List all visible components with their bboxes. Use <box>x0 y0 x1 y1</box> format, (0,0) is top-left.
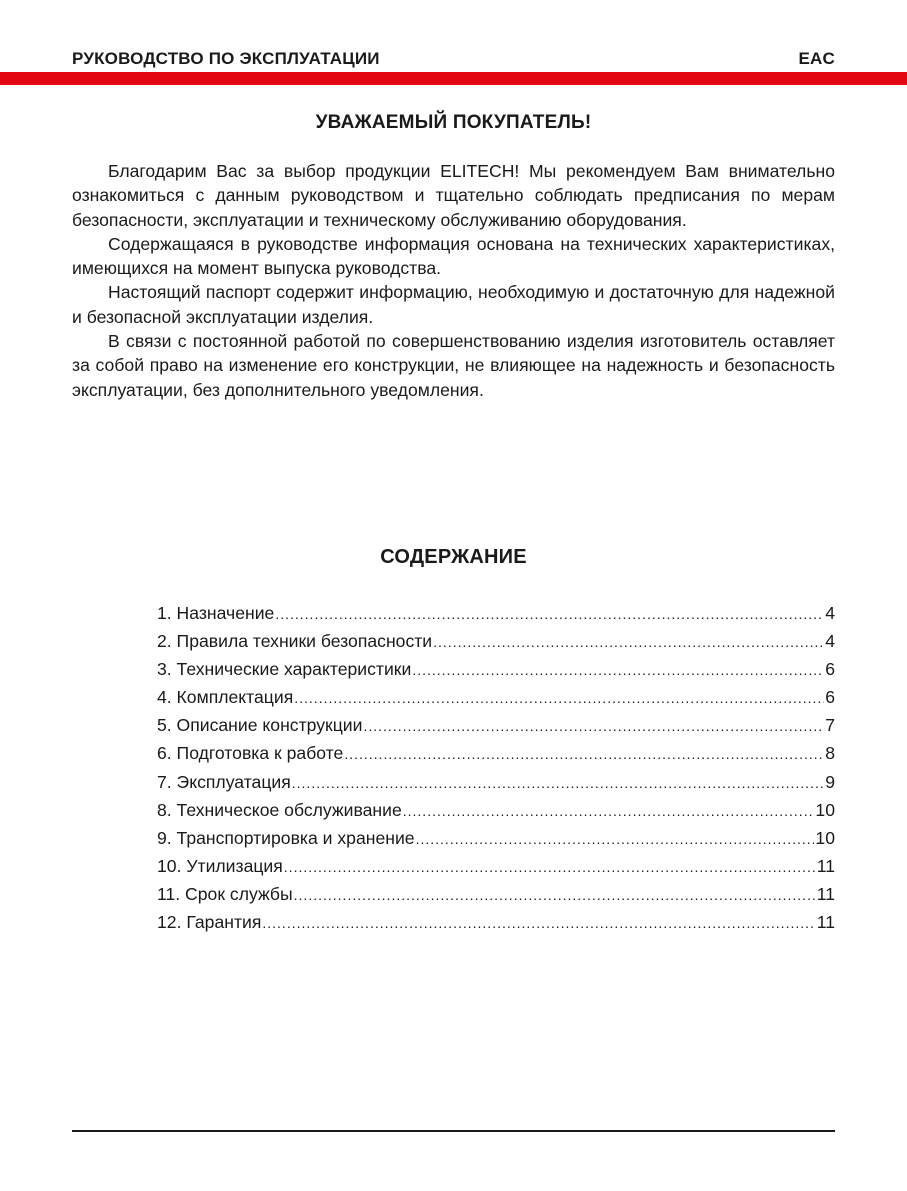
toc-item-label: 4. Комплектация <box>157 687 294 708</box>
toc-item-label: 7. Эксплуатация <box>157 771 291 792</box>
toc-leader-dots <box>292 769 824 797</box>
toc-item-page: 7 <box>825 715 835 736</box>
toc-item[interactable] <box>157 627 835 655</box>
toc-item-page: 11 <box>816 855 835 876</box>
toc-item-page: 4 <box>825 631 835 652</box>
toc-item-label: 8. Техническое обслуживание <box>157 799 402 820</box>
intro-paragraph: Настоящий паспорт содержит информацию, необходимую и достаточную для надежной и безопасной эксплуатации изделия. <box>72 282 835 327</box>
toc-item[interactable] <box>157 711 835 739</box>
toc-item-page: 8 <box>825 743 835 764</box>
toc-item[interactable] <box>157 824 835 852</box>
toc-leader-dots <box>294 684 824 712</box>
toc-item[interactable] <box>157 908 835 936</box>
toc-item-label: 3. Технические характеристики <box>157 659 412 680</box>
toc-leader-dots <box>403 797 815 825</box>
toc-leader-dots <box>262 909 815 937</box>
toc-item-label: 2. Правила техники безопасности <box>157 631 433 652</box>
toc-item[interactable] <box>157 796 835 824</box>
eac-mark: EAC <box>798 49 835 68</box>
toc-leader-dots <box>344 740 824 768</box>
intro-text <box>72 159 835 402</box>
toc-item-page: 9 <box>825 771 835 792</box>
toc-item-label: 5. Описание конструкции <box>157 715 363 736</box>
header-accent-bar <box>0 72 907 85</box>
toc-leader-dots <box>416 825 815 853</box>
toc-item[interactable] <box>157 768 835 796</box>
toc-item[interactable] <box>157 683 835 711</box>
intro-paragraph: Содержащаяся в руководстве информация основана на технических характеристиках, имеющихся на момент выпуска руководства. <box>72 233 835 279</box>
toc-item-label: 10. Утилизация <box>157 855 283 876</box>
header-title: РУКОВОДСТВО ПО ЭКСПЛУАТАЦИИ <box>72 49 380 68</box>
toc-item-page: 11 <box>816 912 835 933</box>
toc-item[interactable] <box>157 739 835 767</box>
toc-title: СОДЕРЖАНИЕ <box>380 546 527 568</box>
toc-item-label: 11. Срок службы <box>157 883 293 904</box>
intro-paragraph: Благодарим Вас за выбор продукции ELITECH! Мы рекомендуем Вам внимательно ознакомиться с данным руководством и тщательно соблюдать предписания по мерам безопасности, эксплуатации и техническому обслуживанию оборудования. <box>72 161 835 230</box>
toc-item-label: 6. Подготовка к работе <box>157 743 344 764</box>
toc-leader-dots <box>433 628 824 656</box>
toc-item[interactable] <box>157 880 835 908</box>
toc-item-label: 12. Гарантия <box>157 912 262 933</box>
table-of-contents <box>157 599 835 936</box>
toc-item-page: 6 <box>825 659 835 680</box>
toc-item[interactable] <box>157 599 835 627</box>
toc-item-page: 10 <box>815 799 835 820</box>
toc-item-page: 4 <box>825 603 835 623</box>
toc-item[interactable] <box>157 655 835 683</box>
toc-leader-dots <box>294 881 816 909</box>
toc-item-page: 6 <box>825 687 835 708</box>
toc-item-page: 11 <box>816 883 835 904</box>
page-header <box>72 46 835 72</box>
intro-paragraph: В связи с постоянной работой по совершенствованию изделия изготовитель оставляет за собой право на изменение его конструкции, не влияющее на надежность и безопасность эксплуатации, без дополнительного уведомления. <box>72 331 835 400</box>
toc-leader-dots <box>412 656 824 684</box>
toc-leader-dots <box>363 712 824 740</box>
greeting-title: УВАЖАЕМЫЙ ПОКУПАТЕЛЬ! <box>315 112 592 133</box>
toc-item-label: 9. Транспортировка и хранение <box>157 827 415 848</box>
toc-item-page: 10 <box>815 827 835 848</box>
toc-leader-dots <box>275 600 824 628</box>
toc-leader-dots <box>284 853 816 881</box>
footer-divider <box>72 1130 835 1132</box>
toc-item-label: 1. Назначение <box>157 603 275 623</box>
toc-item[interactable] <box>157 852 835 880</box>
